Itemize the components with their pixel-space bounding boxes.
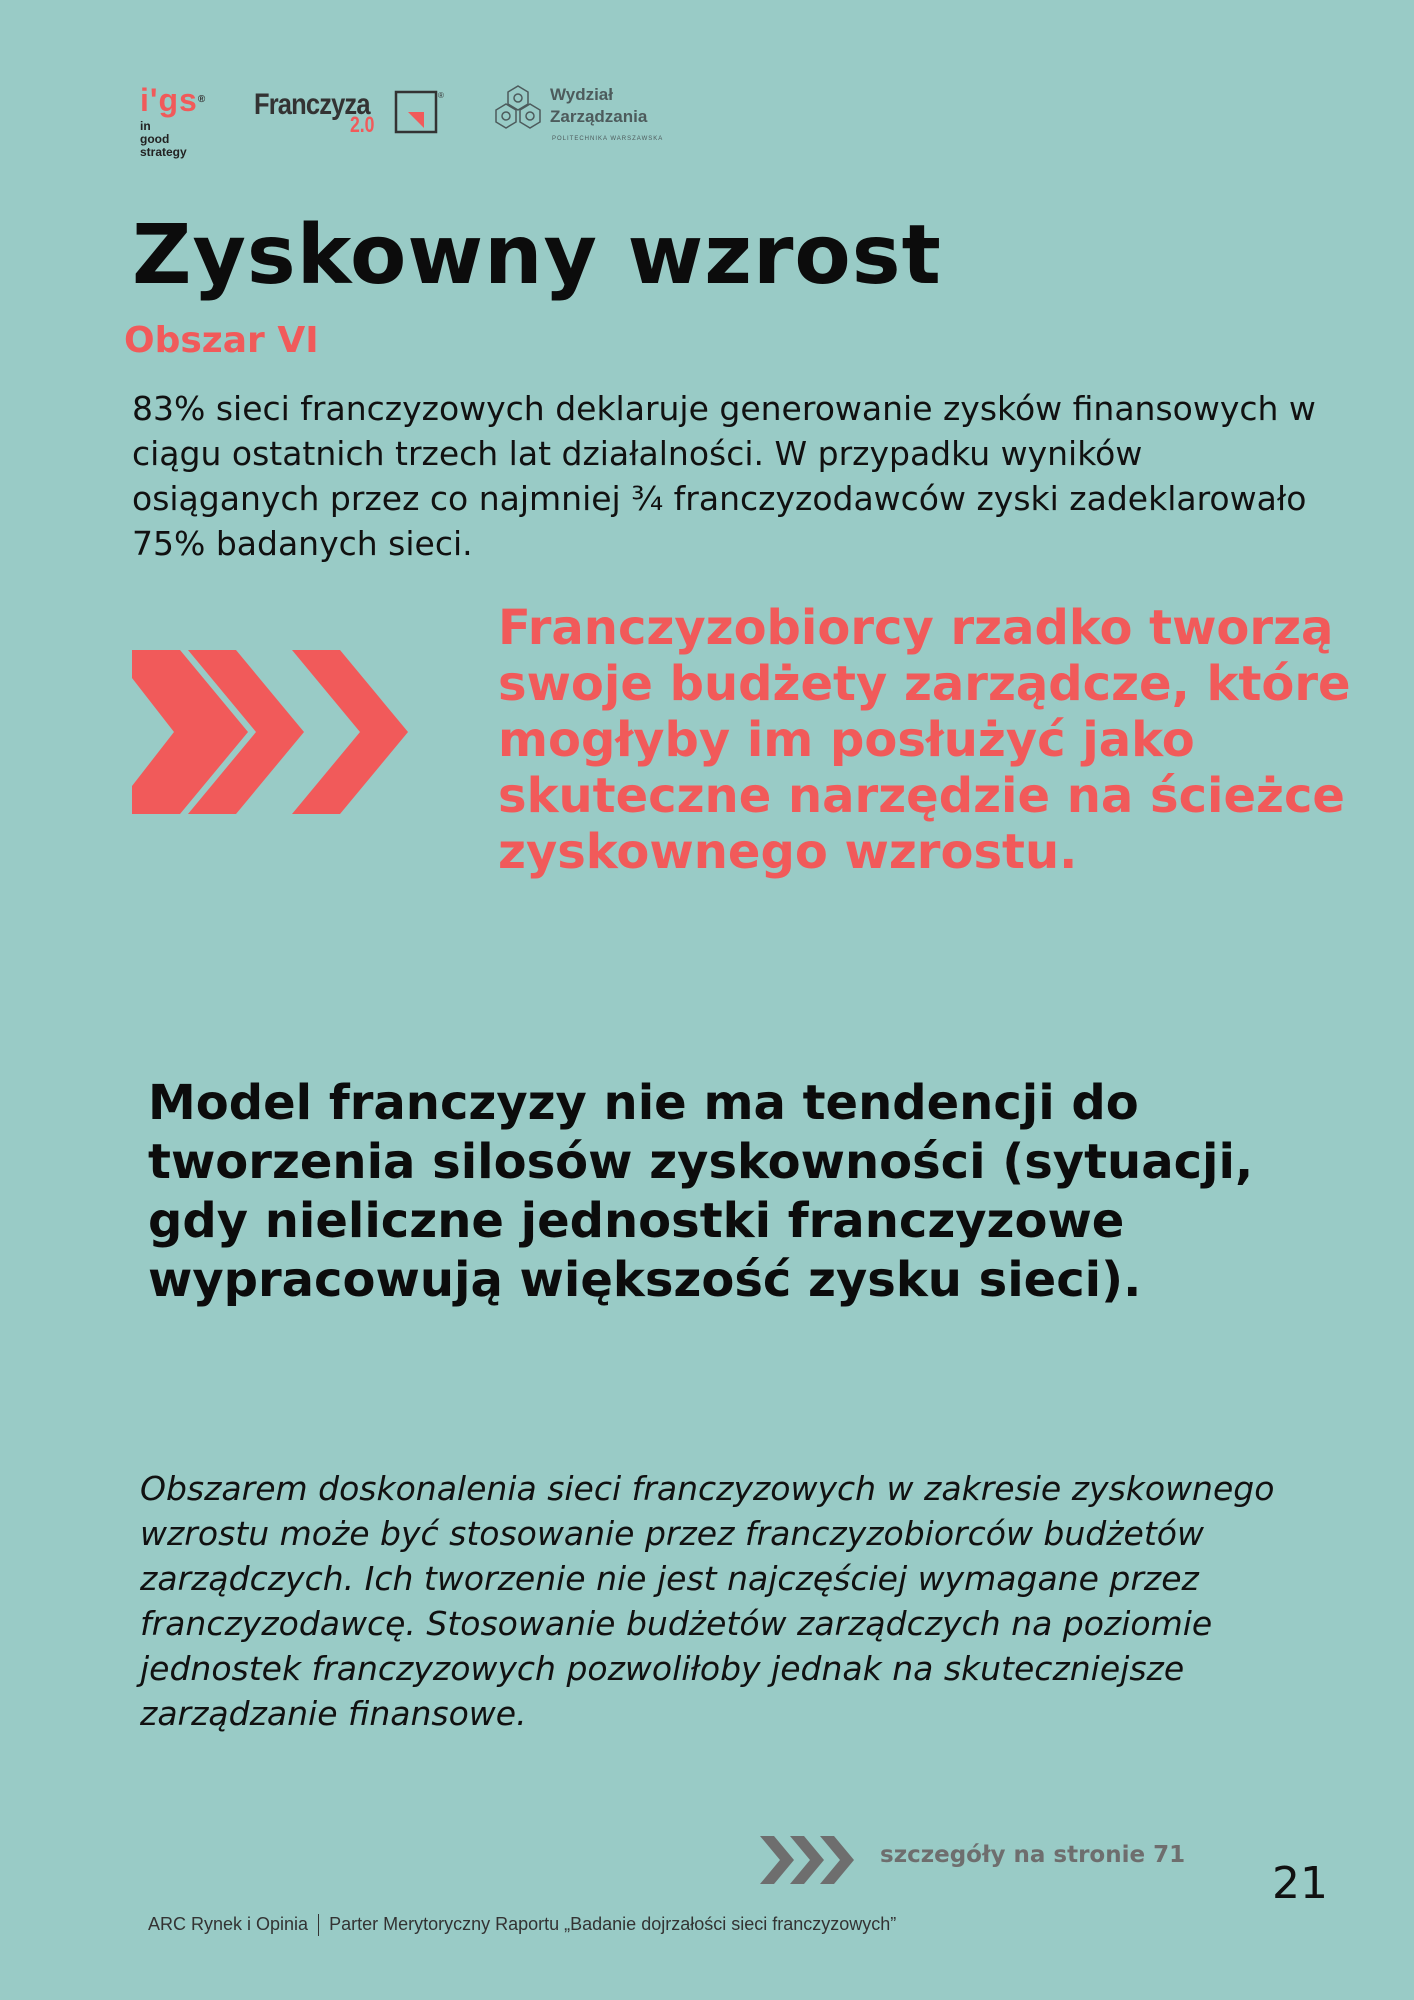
intro-paragraph: 83% sieci franczyzowych deklaruje generowanie zysków finansowych w ciągu ostatnich trzech lat działalności. W przypadku wyników osiąganych przez co najmniej ¾ franczyzodawców zyski zadeklarowało 75% badanych sieci. <box>132 389 1316 563</box>
igs-registered-mark: ® <box>197 94 207 105</box>
igs-tagline: in good strategy <box>140 119 187 159</box>
footer-report-title: Parter Merytoryczny Raportu „Badanie dojrzałości sieci franczyzowych” <box>329 1914 897 1934</box>
igs-logo-mark: i'gs <box>140 82 198 118</box>
wydzial-logo-university: POLITECHNIKA WARSZAWSKA <box>552 136 664 142</box>
page-title: Zyskowny wzrost <box>132 208 942 303</box>
triple-chevron-right-icon <box>132 650 462 814</box>
small-triple-chevron-right-icon <box>760 1836 860 1884</box>
page-number: 21 <box>1272 1858 1328 1909</box>
highlight-quote: Franczyzobiorcy rzadko tworzą swoje budżety zarządcze, które mogłyby im posłużyć jako skuteczne narzędzie na ścieżce zyskownego wzrostu. <box>498 600 1351 880</box>
franczyza-logo-word: Franczyza <box>254 88 370 121</box>
franczyza-logo-version: 2.0 <box>350 112 375 137</box>
franczyza-registered-mark: ® <box>438 91 444 100</box>
closing-paragraph: Obszarem doskonalenia sieci franczyzowych w zakresie zyskownego wzrostu może być stosowanie przez franczyzobiorców budżetów zarządczych. Ich tworzenie nie jest najczęściej wymagane przez franczyzodawcę. Stosowanie budżetów zarządczych na poziomie jednostek franczyzowych pozwoliłoby jednak na skuteczniejsze zarządzanie finansowe. <box>140 1469 1275 1733</box>
section-subtitle: Obszar VI <box>124 320 319 361</box>
footer-publisher: ARC Rynek i Opinia <box>148 1914 309 1934</box>
igs-logo <box>140 84 230 159</box>
wydzial-logo-line1: Wydział <box>550 85 613 104</box>
hexagon-emblem-icon <box>494 84 542 134</box>
franczyza-logo <box>254 88 454 140</box>
key-statement: Model franczyzy nie ma tendencji do tworzenia silosów zyskowności (sytuacji, gdy nieliczne jednostki franczyzowe wypracowują większość zysku sieci). <box>148 1075 1254 1308</box>
footer-separator <box>318 1914 319 1936</box>
franczyza-box-icon <box>394 90 446 136</box>
wydzial-logo-line2: Zarządzania <box>550 107 648 126</box>
page-footer <box>148 1914 896 1936</box>
details-link[interactable]: szczegóły na stronie 71 <box>880 1842 1186 1868</box>
wydzial-zarzadzania-logo <box>494 84 694 144</box>
